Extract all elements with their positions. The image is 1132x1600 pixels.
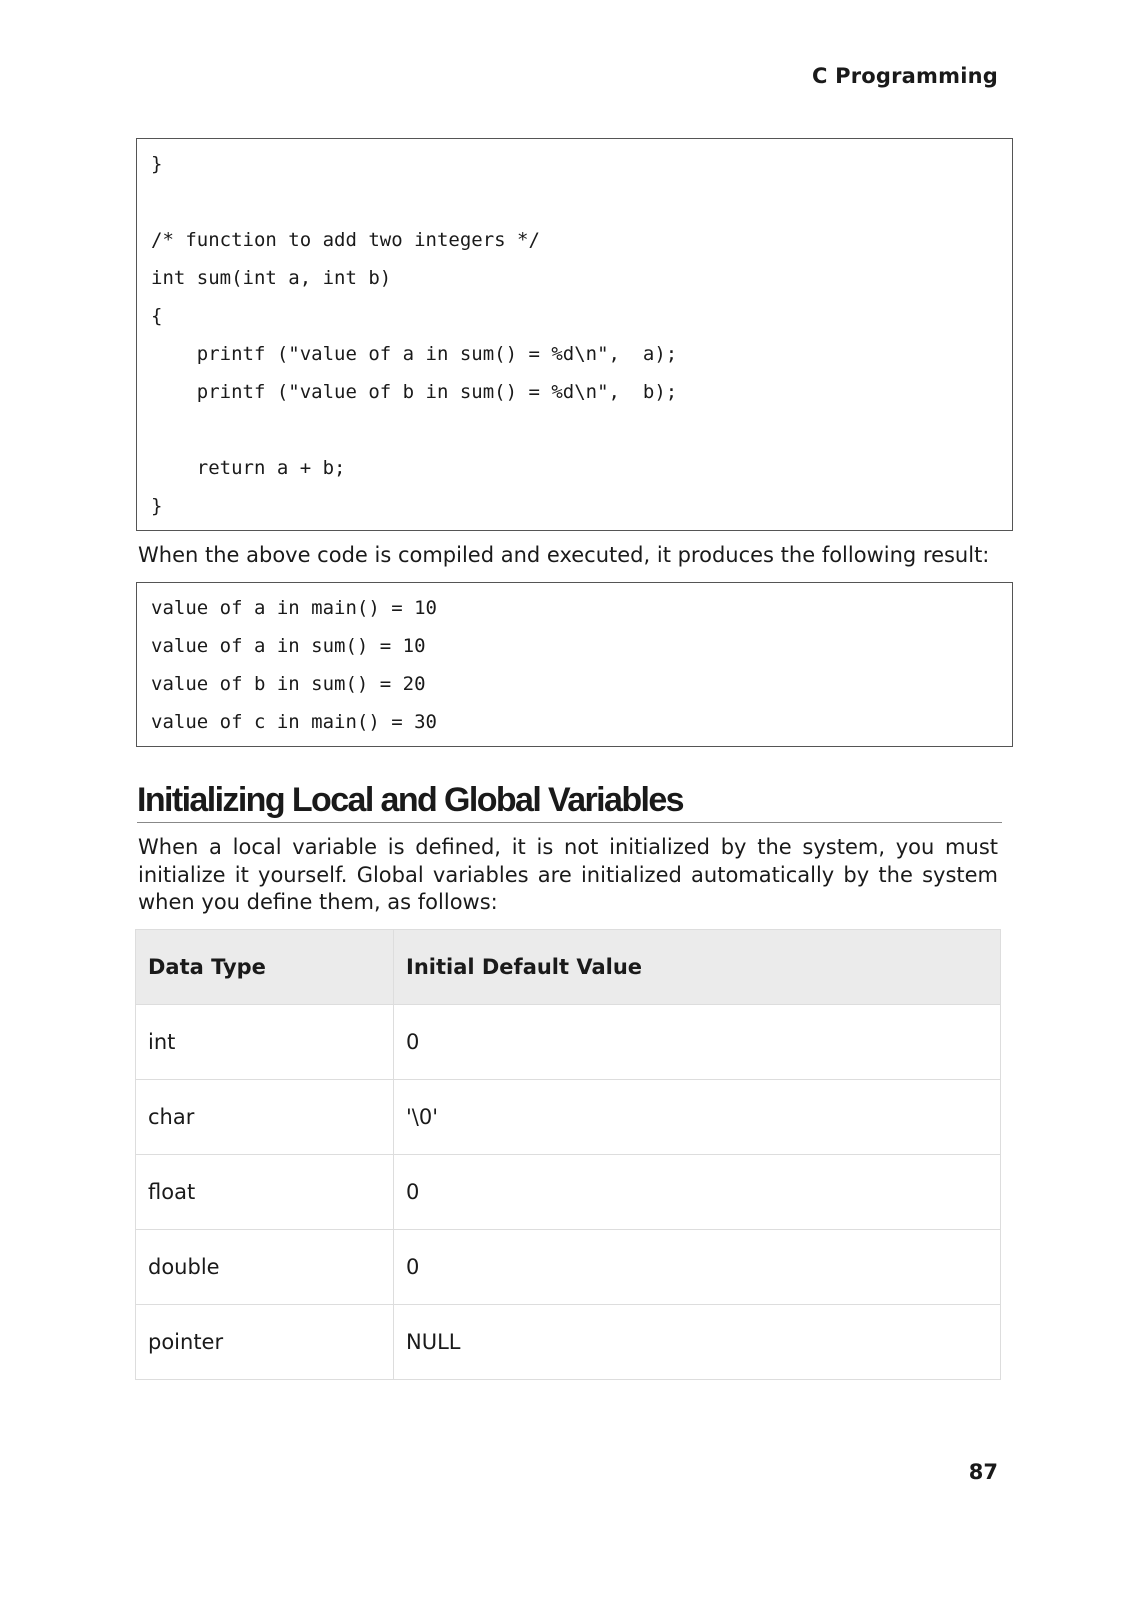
- table-header-row: [136, 930, 1001, 1005]
- output-line: value of c in main() = 30: [151, 711, 437, 733]
- table-header-default-value: Initial Default Value: [394, 930, 1001, 1005]
- default-values-table: [135, 929, 1001, 1380]
- table-cell-type: float: [136, 1155, 394, 1230]
- code-line: }: [151, 153, 163, 175]
- output-line: value of a in sum() = 10: [151, 635, 426, 657]
- table-row: [136, 1230, 1001, 1305]
- code-line: }: [151, 495, 163, 517]
- code-line: printf ("value of a in sum() = %d\n", a);: [151, 343, 678, 365]
- code-block-output: [136, 582, 1013, 747]
- output-line: value of b in sum() = 20: [151, 673, 426, 695]
- section-heading: Initializing Local and Global Variables: [137, 778, 1002, 823]
- table-row: [136, 1305, 1001, 1380]
- code-line: /* function to add two integers */: [151, 229, 540, 251]
- table-cell-value: 0: [394, 1155, 1001, 1230]
- running-header-title: C Programming: [811, 64, 998, 88]
- code-line: int sum(int a, int b): [151, 267, 392, 289]
- code-line: printf ("value of b in sum() = %d\n", b);: [151, 381, 678, 403]
- code-line: {: [151, 305, 163, 327]
- table-cell-value: 0: [394, 1005, 1001, 1080]
- table-cell-type: char: [136, 1080, 394, 1155]
- page-number: 87: [968, 1460, 998, 1484]
- table-cell-type: double: [136, 1230, 394, 1305]
- code-line: [151, 183, 998, 221]
- table-cell-value: '\0': [394, 1080, 1001, 1155]
- table-cell-type: int: [136, 1005, 394, 1080]
- table-cell-value: 0: [394, 1230, 1001, 1305]
- result-intro-text: When the above code is compiled and executed, it produces the following result:: [138, 543, 990, 567]
- section-paragraph: When a local variable is defined, it is not initialized by the system, you must initialize it yourself. Global variables are initialized automatically by the system when you define them, as follows:: [138, 835, 998, 914]
- table-row: [136, 1005, 1001, 1080]
- code-line: [151, 411, 998, 449]
- table-cell-type: pointer: [136, 1305, 394, 1380]
- table-header-data-type: Data Type: [136, 930, 394, 1005]
- table-cell-value: NULL: [394, 1305, 1001, 1380]
- table-row: [136, 1080, 1001, 1155]
- code-block-sum-function: [136, 138, 1013, 531]
- output-line: value of a in main() = 10: [151, 597, 437, 619]
- code-line: return a + b;: [151, 457, 346, 479]
- table-row: [136, 1155, 1001, 1230]
